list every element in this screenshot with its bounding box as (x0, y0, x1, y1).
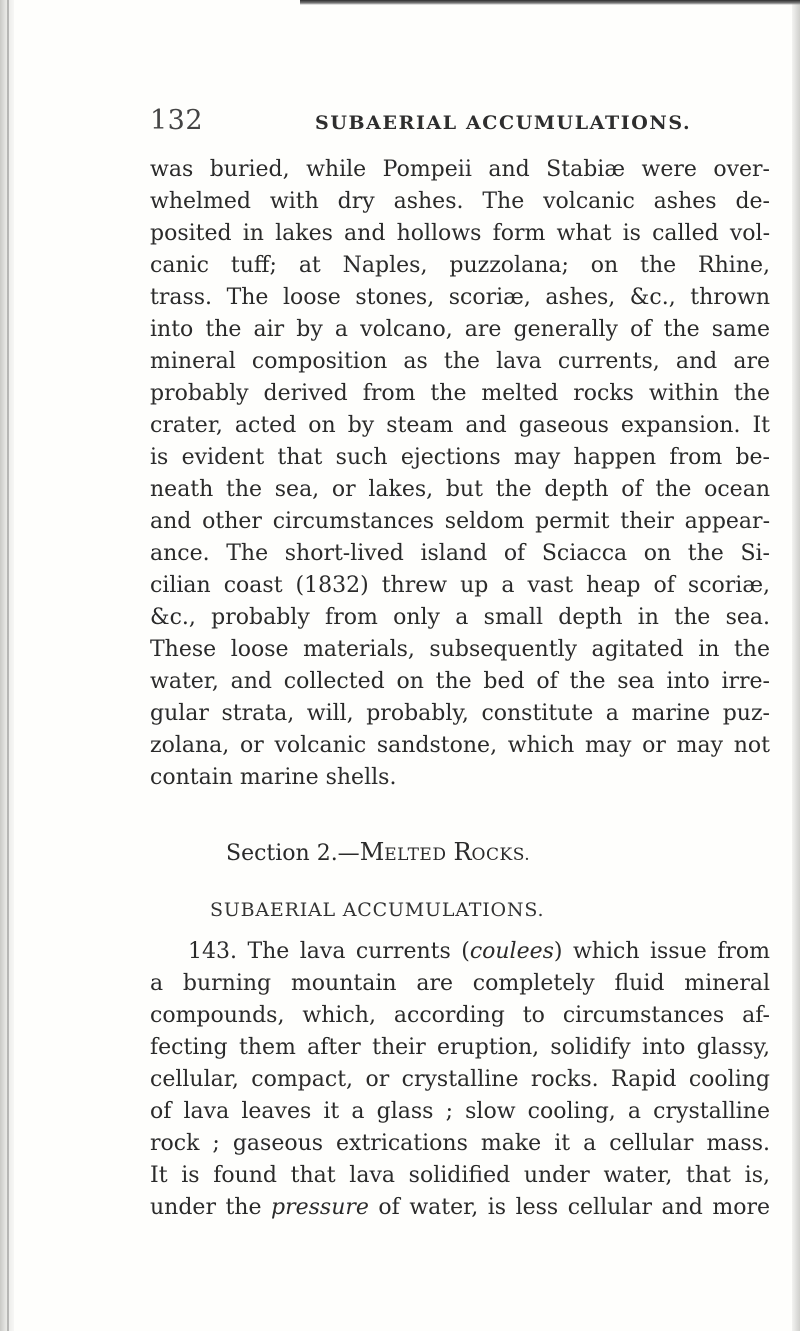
text-line: ance. The short-lived island of Sciacca on the Si- (150, 541, 770, 566)
text-line: rock ; gaseous extrications make it a cellular mass. (150, 1131, 770, 1156)
text-line: crater, acted on by steam and gaseous expansion. It (150, 413, 770, 438)
section-title-rest-2: OCKS. (471, 845, 531, 865)
text-line: probably derived from the melted rocks within the (150, 381, 770, 406)
para2-last-end: of water, is less cellular and more (368, 1195, 770, 1220)
paragraph-1 (150, 154, 770, 794)
page-right-edge (792, 0, 800, 1331)
paragraph-2 (150, 936, 770, 1224)
text-line: into the air by a volcano, are generally of the same (150, 317, 770, 342)
text-line: It is found that lava solidified under water, that is, (150, 1163, 770, 1188)
section-prefix: Section 2.— (226, 841, 360, 866)
section-heading (150, 836, 770, 868)
text-line: of lava leaves it a glass ; slow cooling, a crystalline (150, 1099, 770, 1124)
text-line: These loose materials, subsequently agitated in the (150, 637, 770, 662)
text-line: zolana, or volcanic sandstone, which may or may not (150, 733, 770, 758)
text-line: is evident that such ejections may happen from be- (150, 445, 770, 470)
text-line: a burning mountain are completely fluid mineral (150, 971, 770, 996)
page-number: 132 (150, 105, 204, 136)
section-title-initial-2: R (453, 838, 472, 866)
page-binding-line (7, 0, 9, 1331)
page-header (150, 104, 770, 138)
running-head: SUBAERIAL ACCUMULATIONS. (315, 112, 692, 134)
text-line: and other circumstances seldom permit their appear- (150, 509, 770, 534)
text-line: gular strata, will, probably, constitute a marine puz- (150, 701, 770, 726)
text-line: was buried, while Pompeii and Stabiæ were over- (150, 157, 770, 182)
text-line: compounds, which, according to circumstances af- (150, 1003, 770, 1028)
text-line: posited in lakes and hollows form what is called vol- (150, 221, 770, 246)
section-title-initial-1: M (359, 838, 385, 866)
text-line: cellular, compact, or crystalline rocks. Rapid cooling (150, 1067, 770, 1092)
text-line: whelmed with dry ashes. The volcanic ashes de- (150, 189, 770, 214)
para2-last-start: under the (150, 1195, 272, 1220)
text-line: fecting them after their eruption, solidify into glassy, (150, 1035, 770, 1060)
text-line: contain marine shells. (150, 765, 397, 790)
text-line (150, 936, 770, 968)
text-line: canic tuff; at Naples, puzzolana; on the Rhine, (150, 253, 770, 278)
text-line: mineral composition as the lava currents, and are (150, 349, 770, 374)
page-body (150, 154, 770, 1224)
text-line: cilian coast (1832) threw up a vast heap of scoriæ, (150, 573, 770, 598)
para2-line1-end: ) which issue from (553, 939, 770, 964)
page-top-edge (300, 0, 800, 5)
sub-heading: SUBAERIAL ACCUMULATIONS. (210, 899, 545, 921)
para2-last-italic: pressure (271, 1195, 369, 1220)
text-line: trass. The loose stones, scoriæ, ashes, &c., thrown (150, 285, 770, 310)
text-line: water, and collected on the bed of the sea into irre- (150, 669, 770, 694)
para2-line1-start: 143. The lava currents ( (188, 939, 470, 964)
text-line: &c., probably from only a small depth in the sea. (150, 605, 770, 630)
text-line: neath the sea, or lakes, but the depth of the ocean (150, 477, 770, 502)
section-title-rest-1: ELTED (384, 845, 447, 865)
text-line (150, 1192, 770, 1224)
para2-line1-italic: coulees (469, 939, 554, 964)
